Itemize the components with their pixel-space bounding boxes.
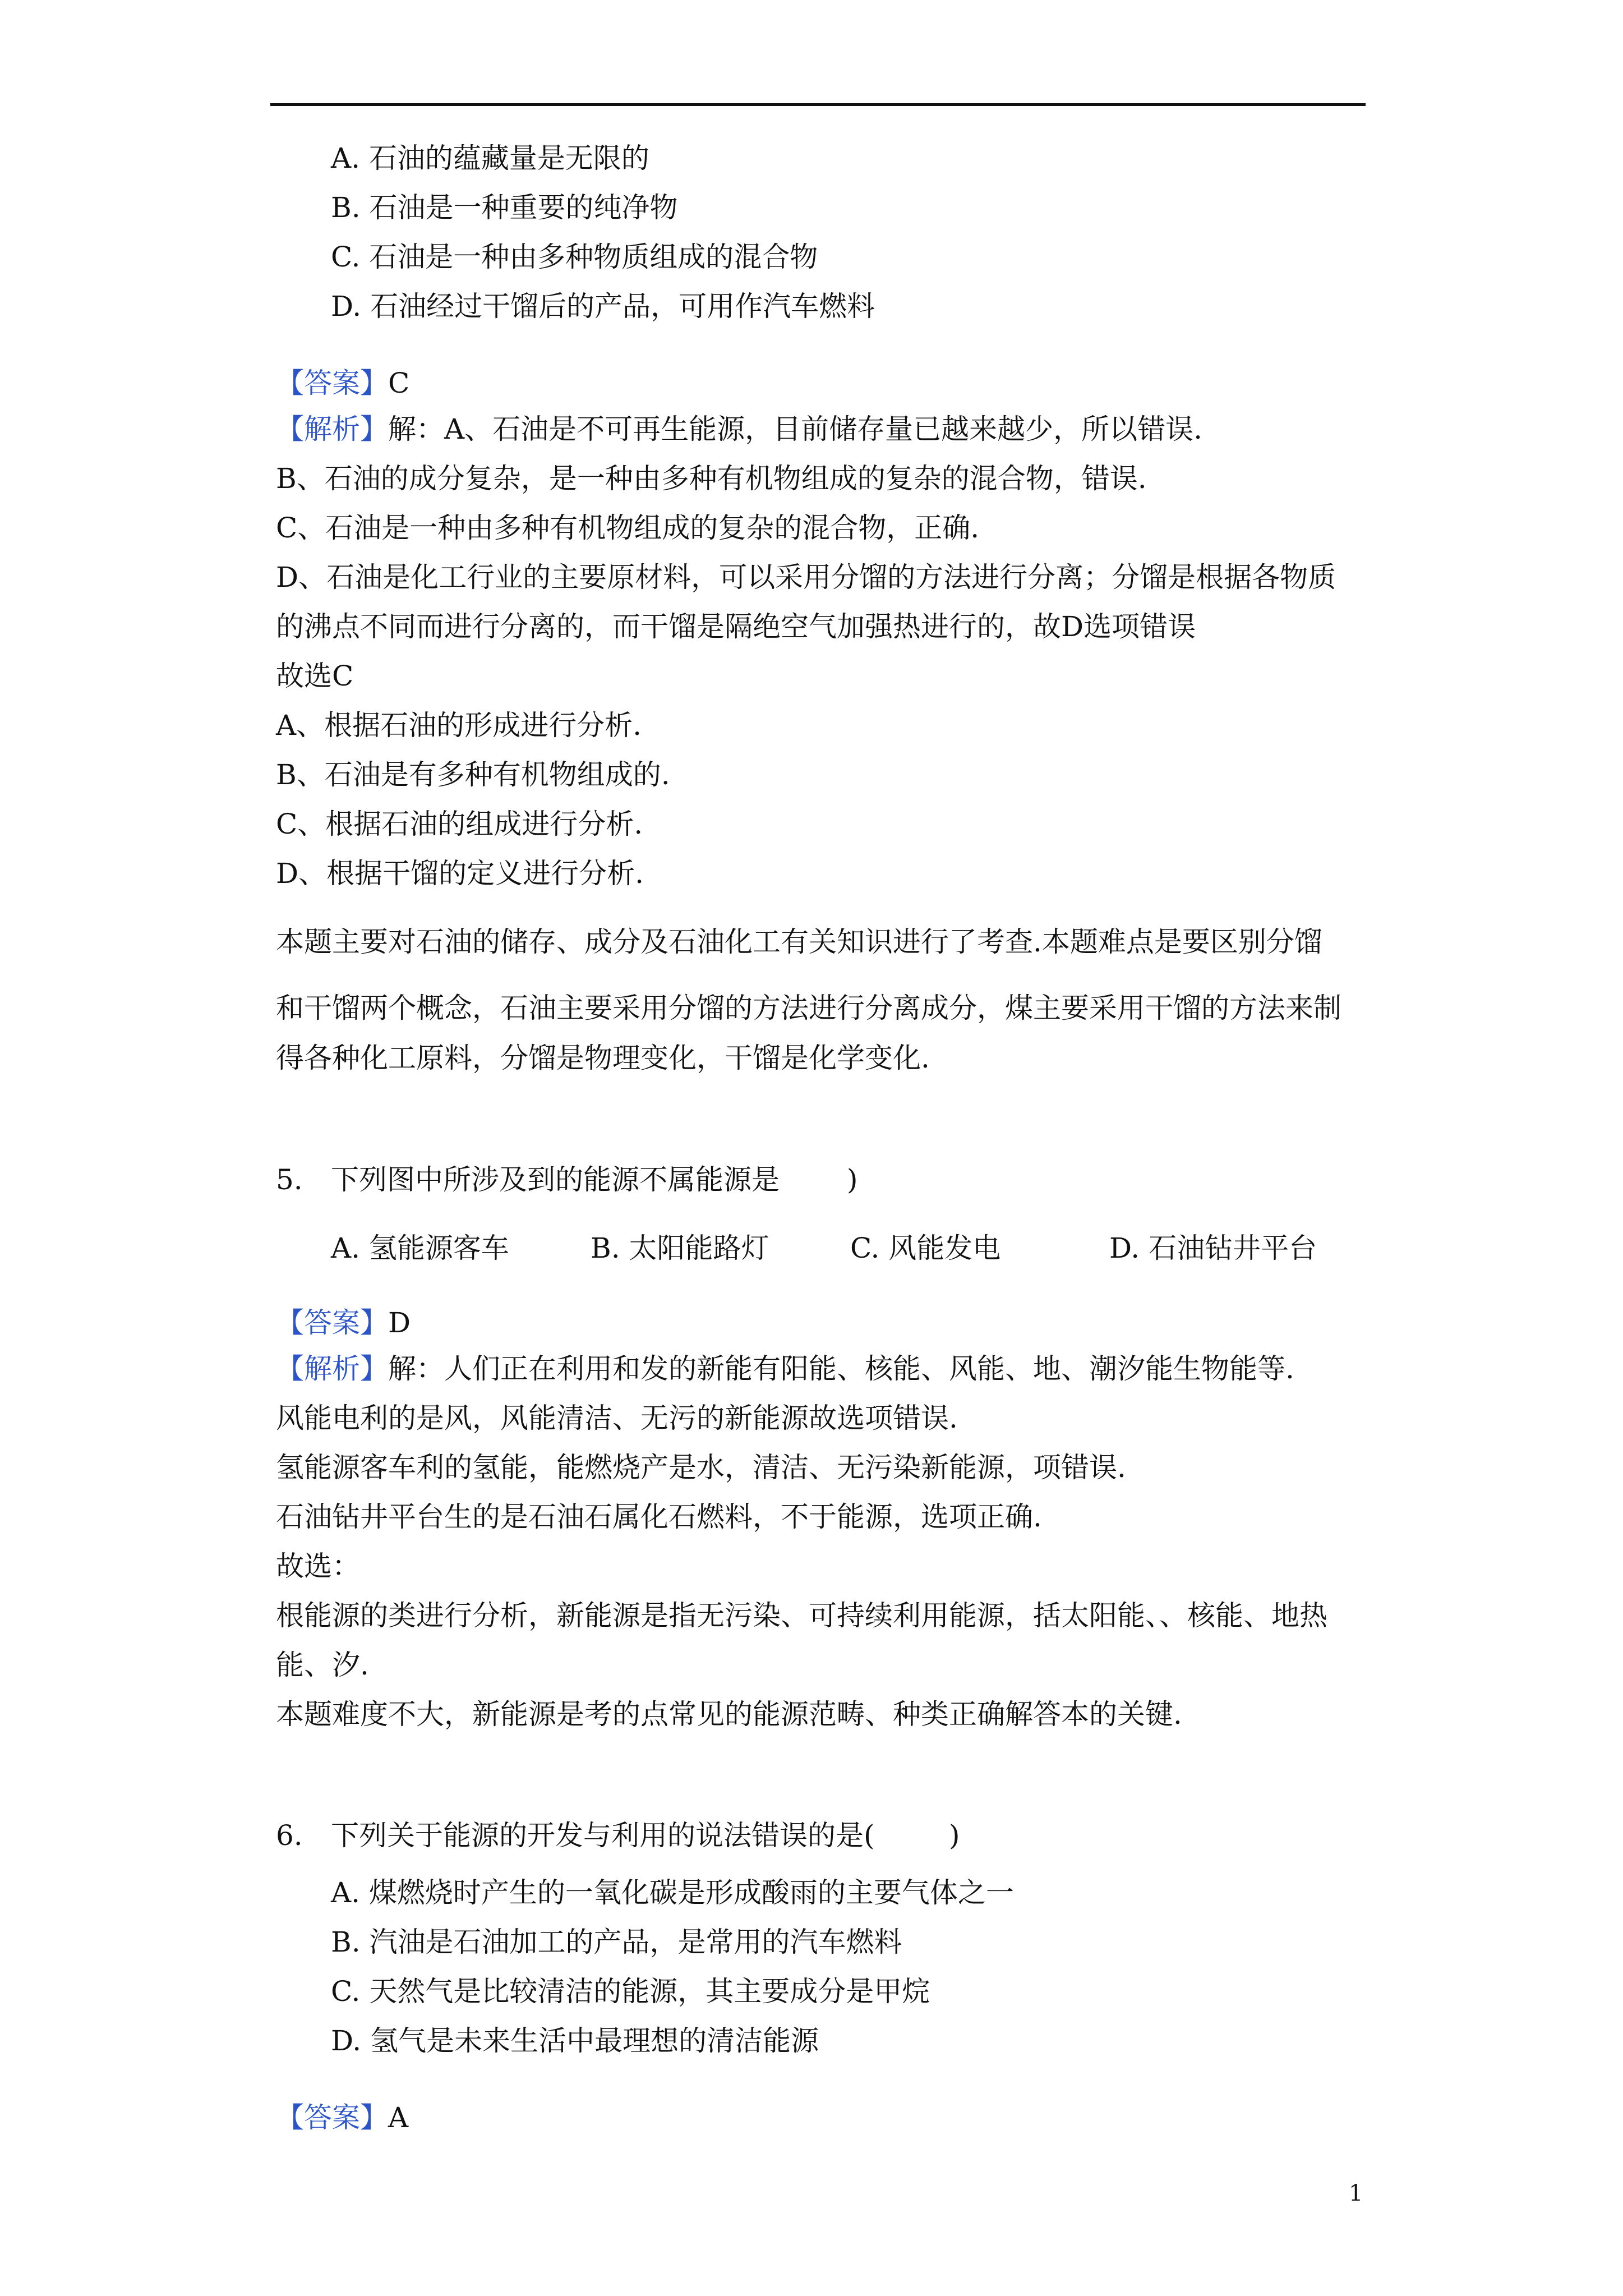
analysis-tag: 【解析】 xyxy=(276,413,388,445)
answer-tag: 【答案】 xyxy=(276,1306,388,1339)
q5-option-b: B. 太阳能路灯 xyxy=(591,1232,769,1264)
q6-number: 6. xyxy=(276,1819,303,1852)
q4-analysis-first: 【解析】解：A、石油是不可再生能源，目前储存量已越来越少，所以错误. xyxy=(276,413,1203,445)
q6-option-c: C. 天然气是比较清洁的能源，其主要成分是甲烷 xyxy=(331,1975,930,2008)
q4-analysis-line: C、根据石油的组成进行分析. xyxy=(276,808,643,840)
q4-option-c: C. 石油是一种由多种物质组成的混合物 xyxy=(331,241,818,273)
q5-analysis-line: 能、汐. xyxy=(276,1649,369,1681)
q4-analysis-line: B、石油是有多种有机物组成的. xyxy=(276,758,670,791)
page-number: 1 xyxy=(1349,2180,1363,2206)
q4-analysis-line: 的沸点不同而进行分离的，而干馏是隔绝空气加强热进行的，故D选项错误 xyxy=(276,610,1196,643)
q6-option-b: B. 汽油是石油加工的产品，是常用的汽车燃料 xyxy=(331,1926,902,1958)
q4-option-b: B. 石油是一种重要的纯净物 xyxy=(331,191,678,224)
q4-comment-line: 和干馏两个概念，石油主要采用分馏的方法进行分离成分，煤主要采用干馏的方法来制 xyxy=(276,992,1341,1024)
q5-option-d: D. 石油钻井平台 xyxy=(1109,1232,1317,1264)
q5-analysis-line: 根能源的类进行分析，新能源是指无污染、可持续利用能源，括太阳能、、核能、地热 xyxy=(276,1599,1327,1632)
q6-stem: 下列关于能源的开发与利用的说法错误的是( xyxy=(331,1819,875,1852)
answer-value: A xyxy=(388,2101,409,2134)
answer-value: C xyxy=(388,367,410,399)
q5-stem: 下列图中所涉及到的能源不属能源是 xyxy=(331,1163,780,1196)
q4-analysis-line: 故选C xyxy=(276,660,354,692)
answer-tag: 【答案】 xyxy=(276,2101,388,2134)
header-rule xyxy=(270,103,1366,106)
answer-value: D xyxy=(388,1306,411,1339)
q4-analysis-line: D、石油是化工行业的主要原材料，可以采用分馏的方法进行分离；分馏是根据各物质 xyxy=(276,561,1336,593)
q4-analysis-line: D、根据干馏的定义进行分析. xyxy=(276,857,644,890)
q4-option-a: A. 石油的蕴藏量是无限的 xyxy=(331,142,649,174)
q4-comment-line: 本题主要对石油的储存、成分及石油化工有关知识进行了考查.本题难点是要区别分馏 xyxy=(276,926,1322,958)
q4-comment-line: 得各种化工原料，分馏是物理变化，干馏是化学变化. xyxy=(276,1042,930,1074)
q5-analysis-line: 风能电利的是风，风能清洁、无污的新能源故选项错误. xyxy=(276,1402,958,1434)
q5-option-a: A. 氢能源客车 xyxy=(331,1232,509,1264)
answer-tag: 【答案】 xyxy=(276,367,388,399)
analysis-tag: 【解析】 xyxy=(276,1352,388,1385)
q4-analysis-line: B、石油的成分复杂，是一种由多种有机物组成的复杂的混合物，错误. xyxy=(276,462,1147,495)
q5-option-c: C. 风能发电 xyxy=(850,1232,1001,1264)
q5-analysis-line: 石油钻井平台生的是石油石属化石燃料，不于能源，选项正确. xyxy=(276,1501,1042,1533)
q4-analysis-line: C、石油是一种由多种有机物组成的复杂的混合物，正确. xyxy=(276,512,980,544)
q5-paren: ) xyxy=(847,1163,858,1196)
q6-answer xyxy=(276,2100,408,2135)
q4-option-d: D. 石油经过干馏后的产品，可用作汽车燃料 xyxy=(331,290,875,323)
q4-answer xyxy=(276,366,409,401)
q6-option-d: D. 氢气是未来生活中最理想的清洁能源 xyxy=(331,2024,819,2057)
q5-analysis-line: 氢能源客车利的氢能，能燃烧产是水，清洁、无污染新能源，项错误. xyxy=(276,1451,1126,1484)
q5-answer xyxy=(276,1305,411,1340)
q5-number: 5. xyxy=(276,1163,303,1196)
q5-analysis-line: 本题难度不大，新能源是考的点常见的能源范畴、种类正确解答本的关键. xyxy=(276,1698,1182,1731)
q6-option-a: A. 煤燃烧时产生的一氧化碳是形成酸雨的主要气体之一 xyxy=(331,1876,1014,1909)
q5-analysis-first: 【解析】解：人们正在利用和发的新能有阳能、核能、风能、地、潮汐能生物能等. xyxy=(276,1352,1294,1385)
q4-analysis-line: A、根据石油的形成进行分析. xyxy=(276,709,642,742)
q5-analysis-line: 故选： xyxy=(276,1550,360,1582)
q6-paren: ) xyxy=(949,1819,960,1852)
